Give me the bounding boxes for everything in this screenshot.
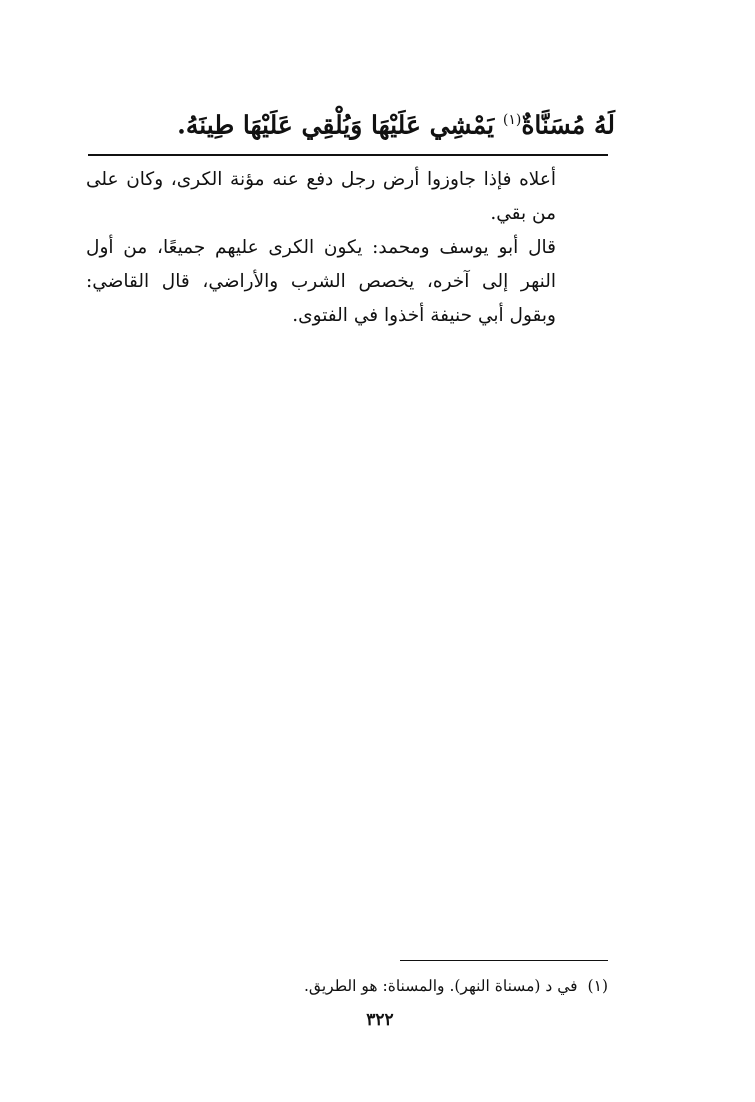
verse-header bbox=[177, 100, 615, 145]
header-divider bbox=[88, 154, 608, 156]
main-text bbox=[86, 163, 556, 333]
footnote-divider bbox=[400, 960, 608, 961]
footnote-number: (١) bbox=[587, 977, 608, 995]
footnote-reference: (١) bbox=[502, 112, 522, 128]
footnote bbox=[260, 973, 608, 999]
paragraph-2: قال أبو يوسف ومحمد: يكون الكرى عليهم جميعًا، من أول النهر إلى آخره، يخصص الشرب والأراضي، قال القاضي: وبقول أبي حنيفة أخذوا في الفتوى. bbox=[86, 237, 556, 326]
page-number: ٣٢٢ bbox=[366, 1010, 394, 1030]
verse-text-continued: يَمْشِي عَلَيْهَا وَيُلْقِي عَلَيْهَا طِينَهُ. bbox=[177, 110, 503, 140]
paragraph-1: أعلاه فإذا جاوزوا أرض رجل دفع عنه مؤنة الكرى، وكان على من بقي. bbox=[86, 169, 556, 224]
footnote-text: في د (مسناة النهر). والمسناة: هو الطريق. bbox=[303, 977, 578, 995]
verse-text: لَهُ مُسَنَّاةٌ bbox=[521, 110, 615, 140]
